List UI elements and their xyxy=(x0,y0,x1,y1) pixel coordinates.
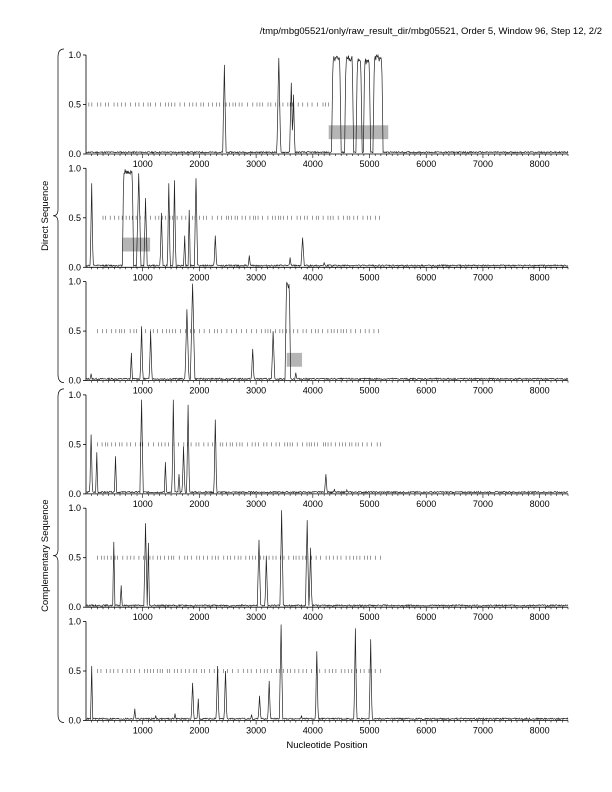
panel-complementary-frame-3 xyxy=(68,617,568,736)
x-tick-label: 6000 xyxy=(416,498,437,509)
panel-complementary-frame-1 xyxy=(68,390,568,509)
y-tick-label: 1.0 xyxy=(68,389,81,400)
x-tick-label: 7000 xyxy=(472,498,493,509)
x-tick-label: 7000 xyxy=(472,159,493,169)
y-tick-label: 1.0 xyxy=(68,50,81,60)
x-tick-label: 7000 xyxy=(472,272,493,283)
x-tick-label: 8000 xyxy=(529,725,550,736)
x-tick-label: 8000 xyxy=(529,498,550,509)
x-tick-label: 2000 xyxy=(189,498,210,509)
group-label: Complementary Sequence xyxy=(40,499,51,612)
x-tick-label: 4000 xyxy=(302,385,323,396)
y-tick-label: 0.5 xyxy=(68,666,81,676)
probability-line xyxy=(86,55,568,153)
x-tick-label: 4000 xyxy=(302,725,323,736)
y-tick-label: 1.0 xyxy=(68,276,81,287)
probability-line xyxy=(86,400,568,493)
x-tick-label: 3000 xyxy=(246,498,267,509)
y-tick-label: 1.0 xyxy=(68,163,81,174)
x-tick-label: 7000 xyxy=(472,612,493,623)
x-tick-label: 3000 xyxy=(246,159,267,169)
x-tick-label: 5000 xyxy=(359,725,380,736)
x-tick-label: 3000 xyxy=(246,725,267,736)
y-tick-label: 1.0 xyxy=(68,616,81,627)
x-tick-label: 6000 xyxy=(416,385,437,396)
y-tick-label: 0.0 xyxy=(68,602,81,613)
x-tick-label: 7000 xyxy=(472,385,493,396)
y-tick-label: 0.5 xyxy=(68,552,81,563)
y-tick-label: 0.5 xyxy=(68,99,81,110)
x-tick-label: 4000 xyxy=(302,159,323,169)
group-label: Direct Sequence xyxy=(40,180,51,251)
region-box xyxy=(329,125,389,139)
x-tick-label: 2000 xyxy=(189,725,210,736)
region-box xyxy=(287,353,302,367)
y-tick-label: 0.5 xyxy=(68,439,81,450)
y-tick-label: 1.0 xyxy=(68,503,81,514)
x-tick-label: 4000 xyxy=(302,272,323,283)
probability-line xyxy=(86,510,568,606)
x-axis-title: Nucleotide Position xyxy=(286,740,368,751)
x-tick-label: 1000 xyxy=(132,272,153,283)
page-title: /tmp/mbg05521/only/raw_result_dir/mbg05521, Order 5, Window 96, Step 12, 2/2 xyxy=(259,26,602,37)
y-tick-label: 0.0 xyxy=(68,488,81,499)
panel-direct-frame-1 xyxy=(68,50,568,169)
x-tick-label: 2000 xyxy=(189,159,210,169)
x-tick-label: 5000 xyxy=(359,498,380,509)
x-tick-label: 5000 xyxy=(359,385,380,396)
panel-direct-frame-3 xyxy=(68,277,568,396)
x-tick-label: 4000 xyxy=(302,498,323,509)
x-tick-label: 3000 xyxy=(246,612,267,623)
group-bracket xyxy=(53,49,64,383)
group-brackets xyxy=(40,49,64,723)
x-tick-label: 5000 xyxy=(359,612,380,623)
y-tick-label: 0.0 xyxy=(68,375,81,386)
x-tick-label: 1000 xyxy=(132,498,153,509)
x-tick-label: 8000 xyxy=(529,385,550,396)
x-tick-label: 5000 xyxy=(359,159,380,169)
x-tick-label: 6000 xyxy=(416,159,437,169)
y-tick-label: 0.0 xyxy=(68,149,81,159)
x-tick-label: 6000 xyxy=(416,725,437,736)
probability-line xyxy=(86,169,568,266)
region-box xyxy=(122,238,150,252)
x-tick-label: 5000 xyxy=(359,272,380,283)
x-tick-label: 2000 xyxy=(189,272,210,283)
x-tick-label: 1000 xyxy=(132,385,153,396)
probability-line xyxy=(86,625,568,720)
panel-complementary-frame-2 xyxy=(68,503,568,622)
x-tick-label: 4000 xyxy=(302,612,323,623)
x-tick-label: 3000 xyxy=(246,385,267,396)
x-tick-label: 1000 xyxy=(132,725,153,736)
x-tick-label: 1000 xyxy=(132,612,153,623)
x-tick-label: 8000 xyxy=(529,159,550,169)
x-tick-label: 8000 xyxy=(529,272,550,283)
y-tick-label: 0.5 xyxy=(68,212,81,223)
y-tick-label: 0.0 xyxy=(68,715,81,726)
x-tick-label: 7000 xyxy=(472,725,493,736)
y-tick-label: 0.0 xyxy=(68,262,81,273)
y-tick-label: 0.5 xyxy=(68,326,81,337)
x-tick-label: 6000 xyxy=(416,272,437,283)
x-tick-label: 2000 xyxy=(189,612,210,623)
group-bracket xyxy=(53,389,64,723)
x-tick-label: 3000 xyxy=(246,272,267,283)
x-tick-label: 1000 xyxy=(132,159,153,169)
x-tick-label: 2000 xyxy=(189,385,210,396)
chart-panels xyxy=(68,50,568,736)
x-tick-label: 8000 xyxy=(529,612,550,623)
probability-line xyxy=(86,283,568,380)
panel-direct-frame-2 xyxy=(68,163,568,282)
x-tick-label: 6000 xyxy=(416,612,437,623)
